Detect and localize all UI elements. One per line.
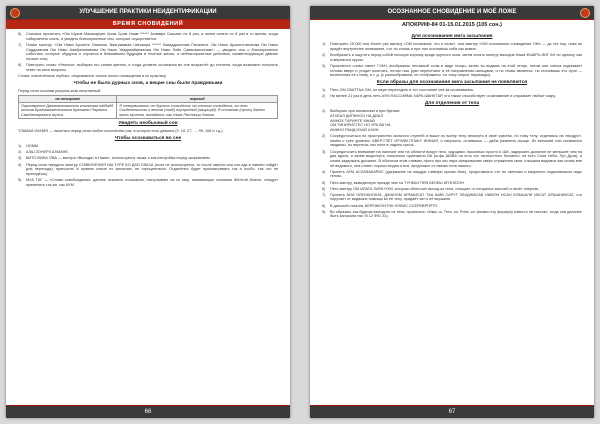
left-section-bar: ВРЕМЯ СНОВИДЕНИЙ [6, 20, 290, 29]
left-content [18, 32, 278, 403]
right-page-footer [310, 405, 594, 418]
list-item: 1) Выбирать при засыпании и при бдении: АТХЕАЛ ДИПИНОО НА ДИАЛ АМНОХ ТАРИНТЕ МНАЙ ОМ ТИНИРИСТЕС НО УРА ВА НА АМИНО РАИД ИХАЙ АХИН [322, 109, 401, 132]
section-title: Для осознавания мига засыпания [411, 34, 493, 39]
table-row [19, 103, 278, 119]
list-item: 9) Во образам, как будешь выходить из тела, произнось: «Има, ш, Тета, си, Рита, ш» (можно эту формулу известь на текстах, тогда она дальнее быть записана так: М 12 Ф91 31). [322, 209, 582, 219]
left-page-header [6, 6, 290, 20]
mantra-table [18, 95, 278, 119]
list-item: 2) Сосредоточиться на пространство сильного ступней и выше по волну телу, вникнуть в своё чувство, по тому телу, отделяясь на «воздух», своём о трёх уровнях: АВЕР-ГЛЕТ ОРЗИМ ППАКУ ИММАЯ, и напрасно, оставшись — дабы развлечь проще. Их внешний сны сливаются сводимы, ты вернешь оно поле в ладонь прочь. [322, 134, 582, 148]
list-item: 7) Позже мантру: «Ом Нама Арханте Сваахаа. Ваагуквакаа Чаткамра ****** Лаваддыхеним Пахапати. Ом Намо Араханттананам Ом Намо Сиддхаанам Ом Намо Ааайриянаанам Ом Намо Увадхаайанаанам Ом Намо Лойе Савасаахоонам», — увидеть сны о благоприятных событиях, которые сбудутся и случится в ближайшем будущем в течение жизни, а неблагоприятные действия, комментирующие давние плохие сны). [18, 42, 278, 61]
paragraph: ТЛАМАА НАНИЯ — начитать перед сном любое количество раз, в которое есть девятка (9, 18, 27, ..., 99, 108 и т.д.). [18, 129, 224, 134]
list-item: 2) АЛШ ЗОНЕРЗ АХМАНЕ. [18, 150, 70, 155]
list-item: 2) Ни менее 21 раз в день петь АУМ НАССИЙМА ХАРА ШАНКТАР, что также способствует осознавание и открывает любые чакру. [322, 94, 556, 99]
table-header: на санскрите [19, 96, 117, 103]
list-item: 6) Петь мантру ОМ ИЛАТА ЛАРА НУМ, которая облегчает выход из тела, очищает от ненужных мыслей и несёт энергию. [322, 186, 540, 191]
left-header-title: УЛУЧШЕНИЕ ПРАКТИКИ НЕИДЕНТИФИКАЦИИ [79, 9, 217, 15]
list-item: 1) Петь ОМ СВАТТАА ОМ, по мере переходить в тот состояние сна за осознавания. [322, 88, 474, 93]
section-title: Чтобы не было дурных снов, а вещие сны были правдивыми [73, 80, 223, 86]
list-item: 7) Пропеть АУМ ОЛЕНАНГАНА, ДЖАНОМ АРМАИСАТ ТАА ШИВ САРУТ ЗЛАДЖАСАБ НИМОН ИСАН КОБШАЛИ ИКСАТ АРШАНИКСАТ, что поручает от видимых помощи во её телу, придаёт сил к её вершине. [322, 192, 582, 202]
list-item: 1) НОММ. [18, 144, 40, 149]
section-title: Для отделения от тела [424, 100, 480, 106]
right-content [322, 32, 582, 403]
list-item: 2) Вообразить и ощутить перед собой плоскую коронку вроде круглого окна, затем читать мантру выходов Нама ФШИРЬ ИИГ АН по одному, как отмеряются кругах. [322, 53, 582, 62]
table-cell: Я отворачиваюсь от дурного сновидения, от плохого сновидения, от всех. Свидетельство о вечном (знай!) внутренний (защищай). Я оставляю (пусть) далеко прочь мучения, выпадание, как снова Лестница Знания. [117, 103, 278, 119]
right-page-header [310, 6, 594, 20]
paragraph: Перед сном осознав рисунка-знак начитанный: [18, 88, 102, 93]
logo-icon [580, 8, 590, 18]
page-number: 66 [144, 409, 152, 415]
list-item: 5) МУА ТАГ — «Слово освобождения, даннее искатель отыскания, настраивает на их мир, напивающих сознания Жёлтой Имени, следует применять так же, как АУМ. [18, 178, 278, 187]
section-title: Если образы для осознавания мига засыпания не появляются [376, 79, 528, 85]
right-header-title: ОСОЗНАННОЕ СНОВИДЕНИЕ И МОЁ ЛОЖЕ [387, 9, 517, 15]
table-cell: Парьевартте Джнанаттаватта ктанатам лабдадд ахтхим Брахмакаанттагата Брахмант Парвата Сванбангаранаса Шунья. [19, 103, 117, 119]
list-item: 4) Перед сном твердить мантру СУМВОНЕНИЯ ИШ ТУРЕ БО ДХИ СВАХА (если не используется, то после смерти или сон-эдь в памяти пойдёт для перехода); приносить в правом ключе по желанию, не отрицательно. Отдалённо будет присматривать так и особо, так что не пропадёшь). [18, 162, 278, 176]
section-title: Увидеть необычный сон [118, 121, 178, 127]
list-item: 3) Произнести слово «мне» ГУАН, воображать песчаный холм в виде птицы, затем ты видишь на этой птице, потом они слегка поднимает головы вверх и уходит взлетать, потом тыы руки перелетают в её направлении-пальцами, и ты снова является, ты становишь это лучи — вознесения её к нему, и т. д. (с разнообразием, не отображено, ты тому открыт пирамиды). [322, 63, 582, 78]
list-item: 8) В дальней стиалнь БЕРЕЖКОНТОК НОКИС ССЕРЕВРПРТО. [322, 203, 439, 208]
table-header: перевод [117, 96, 278, 103]
list-item: 3) Сосредоточить внимание на наличие или на области вокруг него, идущими, насколько просто и ШИ, задержать дыхание не меньшее чем на два вдоха, и затем выдохнуть, насколько приезжало ВА (ш.фь ШИВА на есть его личностного бокового, на есть Сила Небо, Луч Духа), и снова задержать дыхание. В обычном этом сливать проти про мы пара зонарованию сверх отражения свои, слишком видимое как слова вне её видимого, она станет хорошо видна и вся, предложит от связки тела нашего. [322, 149, 582, 168]
list-item: 8) Повторить слово «Улинья», выбирая его синим цветом, и тогда уровень осознания во сне возрастёт до степени, когда возможно получить ответ на свои вопросы. [18, 63, 278, 72]
right-subheader: АПОКРИФ-84 01-15.01.2015 (105 сон.) [402, 22, 502, 28]
left-page [6, 6, 290, 418]
logo-icon [10, 8, 20, 18]
list-item: 3) ВИТО ВИНА ОВА — мантра «Выходят в Наим», используется также и как настройка перед засыпанием. [18, 156, 211, 161]
paragraph: Слова, повлечённые глубоко, открываются только после посвящения в их практику. [18, 73, 167, 78]
list-item: 1) Повторить 15 000 или более раз мантру «ОМ осознания, что я сплю», или мантру «ОМ осознанное сновидение ОМ» — до тех пор, пока не придёт внутреннее понимание, что ты спишь и при том осознаёшь себя как живое. [322, 42, 582, 51]
section-title: Чтобы осознаваться во сне [114, 136, 182, 142]
right-page [310, 6, 594, 418]
list-item: 4) Пропеть АУМ АСХАФАКАРИС (удержание на каждую главную кролик Име), представлять что ты светлым и медленно подымаешься надо телом. [322, 169, 582, 179]
page-number: 67 [448, 409, 456, 415]
list-item: 5) Петь мантру, выведенную прежде чем ты ТУНКАН ПЕВ БЕЛЕШ ИГОНАТОН. [322, 180, 466, 185]
left-page-footer [6, 405, 290, 418]
list-item: 6) Сначала прочитать «Ом Шуков Махакаруни Хрим Срим Наам ****** Ахаввра Саахаа» по 8 раз, а затем читать по 8 раз в то время, когда собираетесь спать, и увидеть благоприятные сны, которые осуществятся. [18, 32, 278, 41]
